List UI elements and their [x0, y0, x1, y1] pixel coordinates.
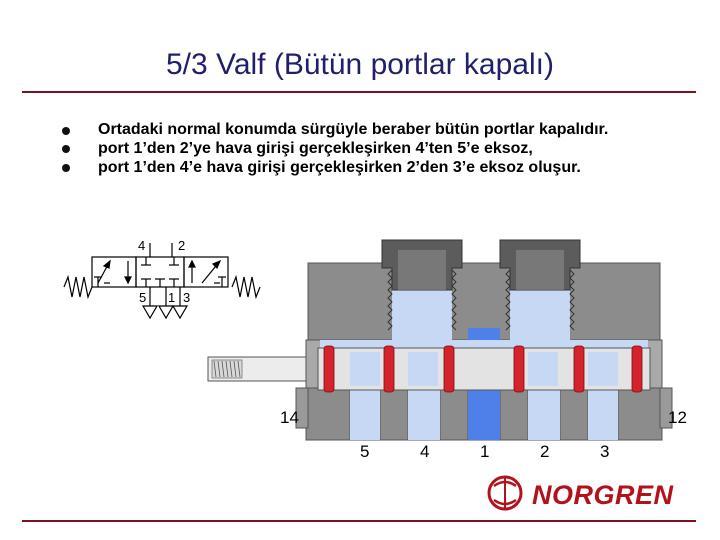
norgren-logo: NORGREN — [532, 480, 674, 510]
valve-port-label: 3 — [600, 442, 610, 461]
footer-rule — [22, 520, 696, 522]
bullet-item: Ortadaki normal konumda sürgüyle beraber bütün portlar kapalıdır. — [60, 120, 680, 139]
valve-port-label: 2 — [540, 442, 550, 461]
valve-port-label: 1 — [480, 442, 490, 461]
norgren-logo-icon — [489, 477, 521, 509]
bullet-item: port 1’den 4’e hava girişi gerçekleşirken 2’den 3’e eksoz oluşur. — [60, 158, 680, 177]
symbol-port-label: 5 — [139, 290, 147, 305]
pilot-label-left: 14 — [280, 408, 299, 427]
symbol-port-label: 4 — [138, 238, 146, 253]
valve-symbol — [64, 243, 260, 318]
valve-port-label: 5 — [360, 442, 370, 461]
symbol-port-label: 1 — [168, 290, 176, 305]
symbol-port-label: 2 — [178, 238, 186, 253]
right-spring — [232, 277, 260, 297]
slide-title: 5/3 Valf (Bütün portlar kapalı) — [166, 48, 554, 81]
left-spring — [64, 277, 92, 297]
symbol-port-label: 3 — [183, 290, 191, 305]
pilot-label-right: 12 — [668, 408, 687, 427]
valve-cutaway — [208, 240, 672, 440]
bullet-item: port 1’den 2’ye hava girişi gerçekleşirken 4’ten 5’e eksoz, — [60, 139, 680, 158]
valve-port-label: 4 — [420, 442, 430, 461]
